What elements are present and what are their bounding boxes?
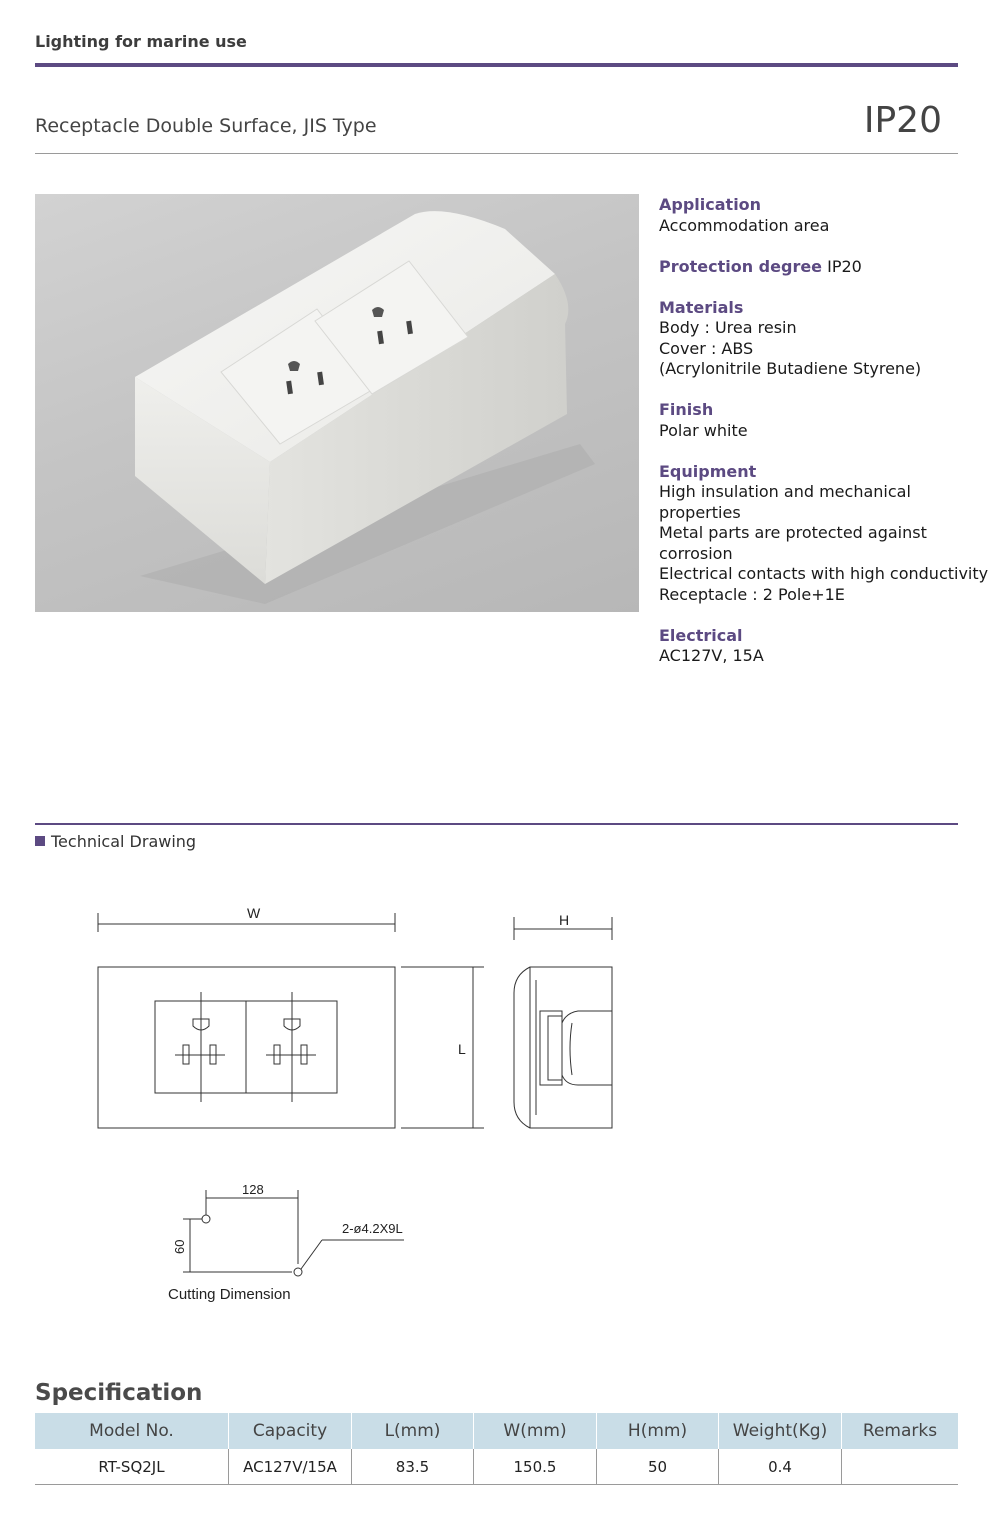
spec-heading: Protection degree [659,256,823,276]
dim-h-label: H [559,912,570,928]
specification-table [35,1413,958,1485]
spec-value: Cover : ABS [659,338,754,358]
header-divider [35,63,958,67]
spec-value: AC127V, 15A [659,646,764,665]
cutting-dimension-caption: Cutting Dimension [168,1286,291,1303]
spec-list [659,195,989,687]
table-cell: RT-SQ2JL [35,1449,229,1485]
table-cell: 50 [597,1449,719,1485]
drawing-divider [35,823,958,825]
column-header: Capacity [229,1413,352,1449]
section-label: Lighting for marine use [35,32,247,51]
technical-drawing [0,880,1000,1320]
table-header-row [35,1413,958,1449]
spec-value: Metal parts are protected against corrosion [659,523,927,563]
spec-heading: Materials [659,297,744,317]
spec-electrical [659,626,989,667]
column-header: Weight(Kg) [719,1413,842,1449]
column-header: Remarks [842,1413,959,1449]
column-header: H(mm) [597,1413,719,1449]
table-cell [842,1449,959,1485]
column-header: L(mm) [352,1413,474,1449]
table-row [35,1449,958,1485]
dim-60-label: 60 [172,1239,187,1254]
spec-heading: Electrical [659,625,743,645]
ip-rating: IP20 [863,100,942,141]
drawing-section-label: Technical Drawing [51,832,197,851]
spec-value: Accommodation area [659,215,830,235]
spec-materials [659,298,989,380]
table-cell: 150.5 [474,1449,597,1485]
hole-spec-label: 2-ø4.2X9L [342,1221,403,1236]
spec-value: Polar white [659,420,748,440]
dim-128-label: 128 [242,1182,264,1197]
product-title: Receptacle Double Surface, JIS Type [35,115,377,137]
specification-title: Specification [35,1380,203,1406]
spec-value: Receptacle : 2 Pole+1E [659,584,845,604]
spec-value: Body : Urea resin [659,318,797,337]
spec-value: (Acrylonitrile Butadiene Styrene) [659,359,922,378]
spec-heading: Equipment [659,461,757,481]
table-cell: 83.5 [352,1449,474,1485]
dim-w-label: W [247,905,261,921]
spec-value: IP20 [827,256,862,276]
spec-equipment [659,462,989,606]
section-marker-icon [35,836,45,846]
spec-finish [659,400,989,441]
spec-protection [659,257,989,278]
spec-heading: Application [659,195,762,214]
table-cell: 0.4 [719,1449,842,1485]
product-photo [35,194,639,612]
dim-l-label: L [458,1041,466,1057]
spec-value: High insulation and mechanical properties [659,482,911,522]
spec-application [659,195,989,236]
column-header: Model No. [35,1413,229,1449]
column-header: W(mm) [474,1413,597,1449]
title-divider [35,153,958,154]
table-cell: AC127V/15A [229,1449,352,1485]
spec-heading: Finish [659,400,714,419]
spec-value: Electrical contacts with high conductivity [659,564,989,583]
